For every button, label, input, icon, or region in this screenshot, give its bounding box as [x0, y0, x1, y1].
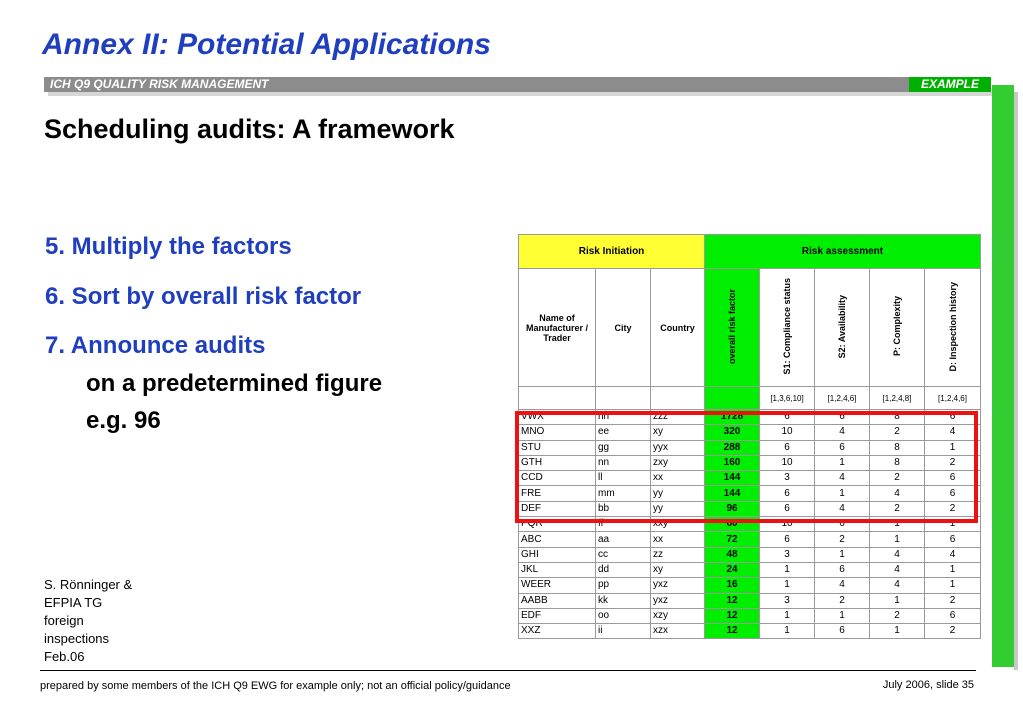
cell-overall-risk: 24 — [705, 562, 760, 577]
col-s2-label: S2: Availability — [837, 294, 848, 359]
table-row — [519, 547, 981, 562]
cell-city: ff — [596, 517, 651, 532]
slide-title: Annex II: Potential Applications — [42, 28, 491, 61]
cell-overall-risk: 12 — [705, 593, 760, 608]
cell-name: FRE — [519, 486, 596, 501]
table-row — [519, 410, 981, 425]
cell-country: xzx — [651, 624, 705, 639]
credit-line: inspections — [44, 631, 110, 646]
range-p: [1,2,4,8] — [870, 387, 925, 410]
cell-d: 1 — [925, 440, 981, 455]
cell-s2: 4 — [815, 471, 870, 486]
cell-s2: 4 — [815, 501, 870, 516]
table-row — [519, 440, 981, 455]
cell-s2: 2 — [815, 593, 870, 608]
cell-name: AABB — [519, 593, 596, 608]
col-d-header — [925, 269, 981, 387]
cell-s2: 1 — [815, 455, 870, 470]
cell-city: aa — [596, 532, 651, 547]
cell-p: 2 — [870, 501, 925, 516]
cell-s1: 1 — [760, 624, 815, 639]
cell-p: 4 — [870, 562, 925, 577]
cell-s1: 6 — [760, 501, 815, 516]
table-row — [519, 562, 981, 577]
credit-line: S. Rönninger & — [44, 577, 133, 592]
cell-s1: 1 — [760, 562, 815, 577]
cell-city: mm — [596, 486, 651, 501]
cell-overall-risk: 160 — [705, 455, 760, 470]
cell-overall-risk: 60 — [705, 517, 760, 532]
cell-d: 4 — [925, 425, 981, 440]
step-multiply: 5. Multiply the factors — [45, 233, 292, 260]
cell-overall-risk: 96 — [705, 501, 760, 516]
cell-country: xzy — [651, 608, 705, 623]
cell-d: 6 — [925, 486, 981, 501]
cell-name: XXZ — [519, 624, 596, 639]
cell-overall-risk: 12 — [705, 608, 760, 623]
credit-line: Feb.06 — [44, 649, 85, 664]
table-row — [519, 486, 981, 501]
cell-s1: 10 — [760, 517, 815, 532]
cell-name: GTH — [519, 455, 596, 470]
cell-country: xy — [651, 425, 705, 440]
cell-country: yxz — [651, 593, 705, 608]
cell-name: STU — [519, 440, 596, 455]
banner-shadow — [48, 92, 995, 96]
cell-d: 1 — [925, 517, 981, 532]
col-d-label: D: Inspection history — [947, 281, 958, 372]
cell-name: VWX — [519, 410, 596, 425]
green-strip-shadow — [1014, 92, 1018, 670]
cell-city: oo — [596, 608, 651, 623]
risk-table — [518, 234, 981, 639]
cell-s1: 6 — [760, 410, 815, 425]
cell-country: yxz — [651, 578, 705, 593]
range-empty — [705, 387, 760, 410]
cell-overall-risk: 48 — [705, 547, 760, 562]
cell-d: 1 — [925, 562, 981, 577]
cell-country: zzz — [651, 410, 705, 425]
cell-p: 2 — [870, 425, 925, 440]
cell-p: 2 — [870, 471, 925, 486]
cell-d: 1 — [925, 578, 981, 593]
cell-s2: 1 — [815, 486, 870, 501]
cell-s1: 6 — [760, 532, 815, 547]
cell-s1: 3 — [760, 593, 815, 608]
cell-d: 6 — [925, 608, 981, 623]
cell-d: 6 — [925, 410, 981, 425]
cell-s1: 6 — [760, 486, 815, 501]
cell-s2: 1 — [815, 608, 870, 623]
cell-s2: 2 — [815, 532, 870, 547]
table-body — [519, 410, 981, 639]
green-side-strip — [992, 85, 1014, 667]
cell-d: 2 — [925, 624, 981, 639]
col-p-label: P: Complexity — [892, 296, 903, 357]
cell-p: 4 — [870, 486, 925, 501]
indent-example-value: e.g. 96 — [86, 407, 161, 434]
step-sort: 6. Sort by overall risk factor — [45, 283, 362, 310]
cell-d: 6 — [925, 471, 981, 486]
col-s1-header — [760, 269, 815, 387]
risk-initiation-header: Risk Initiation — [519, 235, 705, 269]
cell-country: xxy — [651, 517, 705, 532]
cell-s2: 6 — [815, 562, 870, 577]
footer-disclaimer: prepared by some members of the ICH Q9 EWG for example only; not an official policy/guidance — [40, 680, 511, 692]
cell-p: 8 — [870, 455, 925, 470]
cell-s2: 4 — [815, 425, 870, 440]
cell-s2: 6 — [815, 517, 870, 532]
cell-country: xy — [651, 562, 705, 577]
banner-label: ICH Q9 QUALITY RISK MANAGEMENT — [50, 77, 269, 91]
cell-city: kk — [596, 593, 651, 608]
cell-s1: 6 — [760, 440, 815, 455]
cell-overall-risk: 12 — [705, 624, 760, 639]
col-s2-header — [815, 269, 870, 387]
col-country-header: Country — [651, 269, 705, 387]
col-p-header — [870, 269, 925, 387]
cell-name: PQR — [519, 517, 596, 532]
table-row — [519, 593, 981, 608]
cell-name: GHI — [519, 547, 596, 562]
col-name-header: Name of Manufacturer / Trader — [519, 269, 596, 387]
range-d: [1,2,4,6] — [925, 387, 981, 410]
cell-city: dd — [596, 562, 651, 577]
cell-overall-risk: 1728 — [705, 410, 760, 425]
cell-country: yy — [651, 486, 705, 501]
col-overall-label: overall risk factor — [727, 288, 738, 365]
table-row — [519, 471, 981, 486]
cell-p: 1 — [870, 517, 925, 532]
cell-name: CCD — [519, 471, 596, 486]
table-row — [519, 578, 981, 593]
credit-line: foreign — [44, 613, 84, 628]
footer-slide-info: July 2006, slide 35 — [882, 679, 974, 691]
cell-overall-risk: 320 — [705, 425, 760, 440]
cell-s2: 6 — [815, 440, 870, 455]
indent-predetermined: on a predetermined figure — [86, 370, 383, 397]
footer-rule — [40, 670, 976, 671]
range-empty — [651, 387, 705, 410]
cell-city: bb — [596, 501, 651, 516]
cell-d: 2 — [925, 501, 981, 516]
cell-city: gg — [596, 440, 651, 455]
cell-d: 6 — [925, 532, 981, 547]
cell-p: 1 — [870, 593, 925, 608]
cell-p: 8 — [870, 410, 925, 425]
cell-s1: 10 — [760, 425, 815, 440]
cell-country: yyx — [651, 440, 705, 455]
cell-city: ee — [596, 425, 651, 440]
table-row — [519, 425, 981, 440]
cell-name: DEF — [519, 501, 596, 516]
table-row — [519, 532, 981, 547]
cell-d: 4 — [925, 547, 981, 562]
credit-block — [44, 576, 132, 666]
table-row — [519, 608, 981, 623]
cell-s1: 3 — [760, 547, 815, 562]
table-row — [519, 624, 981, 639]
cell-city: pp — [596, 578, 651, 593]
cell-p: 4 — [870, 578, 925, 593]
risk-assessment-header: Risk assessment — [705, 235, 981, 269]
cell-city: hh — [596, 410, 651, 425]
cell-s2: 1 — [815, 547, 870, 562]
cell-city: nn — [596, 455, 651, 470]
cell-country: xx — [651, 471, 705, 486]
cell-country: zxy — [651, 455, 705, 470]
range-s2: [1,2,4,6] — [815, 387, 870, 410]
table-row — [519, 501, 981, 516]
cell-city: cc — [596, 547, 651, 562]
cell-s2: 6 — [815, 624, 870, 639]
cell-city: ii — [596, 624, 651, 639]
cell-s1: 1 — [760, 608, 815, 623]
cell-name: EDF — [519, 608, 596, 623]
cell-s1: 1 — [760, 578, 815, 593]
cell-s2: 4 — [815, 578, 870, 593]
col-city-header: City — [596, 269, 651, 387]
cell-name: WEER — [519, 578, 596, 593]
cell-p: 4 — [870, 547, 925, 562]
cell-overall-risk: 144 — [705, 471, 760, 486]
example-badge: EXAMPLE — [909, 77, 991, 92]
cell-s2: 6 — [815, 410, 870, 425]
cell-p: 1 — [870, 532, 925, 547]
table-row — [519, 517, 981, 532]
cell-country: xx — [651, 532, 705, 547]
cell-country: yy — [651, 501, 705, 516]
step-announce: 7. Announce audits — [45, 332, 266, 359]
cell-overall-risk: 72 — [705, 532, 760, 547]
cell-p: 1 — [870, 624, 925, 639]
cell-s1: 3 — [760, 471, 815, 486]
cell-overall-risk: 16 — [705, 578, 760, 593]
cell-city: ll — [596, 471, 651, 486]
cell-overall-risk: 288 — [705, 440, 760, 455]
cell-overall-risk: 144 — [705, 486, 760, 501]
cell-s1: 10 — [760, 455, 815, 470]
col-s1-label: S1: Compliance status — [782, 278, 793, 375]
range-empty — [519, 387, 596, 410]
banner-bar — [44, 77, 991, 92]
cell-p: 2 — [870, 608, 925, 623]
cell-name: MNO — [519, 425, 596, 440]
cell-p: 8 — [870, 440, 925, 455]
credit-line: EFPIA TG — [44, 595, 103, 610]
cell-name: JKL — [519, 562, 596, 577]
cell-name: ABC — [519, 532, 596, 547]
cell-d: 2 — [925, 593, 981, 608]
cell-d: 2 — [925, 455, 981, 470]
cell-country: zz — [651, 547, 705, 562]
range-s1: [1,3,6,10] — [760, 387, 815, 410]
slide-subtitle: Scheduling audits: A framework — [44, 114, 455, 144]
range-empty — [596, 387, 651, 410]
col-overall-header — [705, 269, 760, 387]
table-row — [519, 455, 981, 470]
